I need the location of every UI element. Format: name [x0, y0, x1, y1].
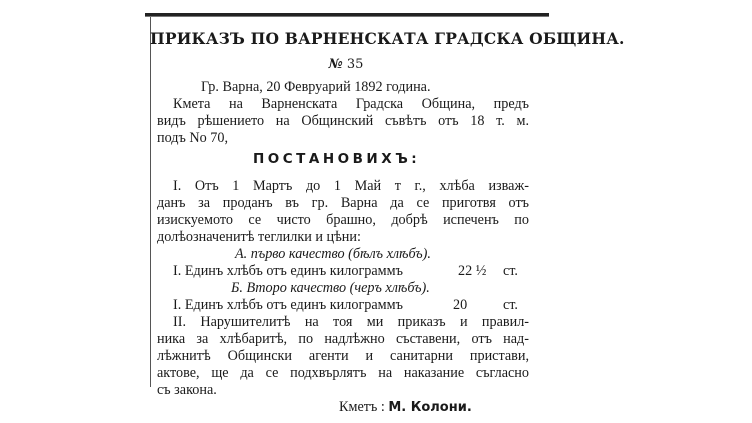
price-b-unit: ст.	[503, 297, 518, 313]
section-2-line: II. Нарушителитѣ на тоя ми приказъ и правил-	[173, 314, 529, 330]
section-1-line: изискуемото се чисто брашно, добрѣ испеченъ по	[157, 212, 529, 228]
price-a-row	[173, 263, 403, 280]
quality-a-label: А. първо качество (бѣлъ хлѣбъ).	[235, 246, 431, 262]
date-line: Гр. Варна, 20 Февруарий 1892 година.	[201, 79, 431, 95]
top-rule	[145, 13, 549, 17]
signature-name: М. Колони.	[388, 400, 472, 415]
newspaper-clipping	[143, 0, 625, 423]
order-number	[143, 57, 549, 72]
intro-line: Кмета на Варненската Градска Община, предъ	[173, 96, 529, 112]
section-2-line: лѣжнитѣ Общински агенти и санитарни пристави,	[157, 348, 529, 364]
price-a-text: I. Единъ хлѣбъ отъ единъ килограммъ	[173, 263, 403, 279]
section-1-line: долѣозначенитѣ теглилки и цѣни:	[157, 229, 361, 245]
price-a-value: 22 ½	[458, 263, 487, 279]
price-b-row	[173, 297, 403, 314]
section-2-line: ника за хлѣбаритѣ, по надлѣжно съставени, отъ над-	[157, 331, 529, 347]
signature	[339, 399, 472, 416]
intro-line: видъ рѣшението на Общинский съвѣтъ отъ 18 т. м.	[157, 113, 529, 129]
section-1-line: I. Отъ 1 Мартъ до 1 Май т г., хлѣба изваж-	[173, 178, 529, 194]
quality-b-label: Б. Второ качество (черъ хлѣбъ).	[231, 280, 430, 296]
price-b-text: I. Единъ хлѣбъ отъ единъ килограммъ	[173, 297, 403, 313]
section-heading: ПОСТАНОВИХЪ:	[253, 151, 421, 167]
section-2-line: актове, ще да се подхвърлятъ на наказание съгласно	[157, 365, 529, 381]
section-1-line: данъ за проданъ въ гр. Варна да се приготвя отъ	[157, 195, 529, 211]
signature-label: Кметъ :	[339, 399, 385, 415]
price-b-value: 20	[453, 297, 468, 313]
section-2-line: съ закона.	[157, 382, 217, 398]
intro-line: подъ No 70,	[157, 130, 228, 146]
number-value: 35	[346, 57, 364, 72]
number-sign: №	[328, 57, 343, 72]
price-a-unit: ст.	[503, 263, 518, 279]
left-column-rule	[150, 17, 151, 387]
document-title: ПРИКАЗЪ ПО ВАРНЕНСКАТА ГРАДСКА ОБЩИНА.	[150, 29, 625, 48]
